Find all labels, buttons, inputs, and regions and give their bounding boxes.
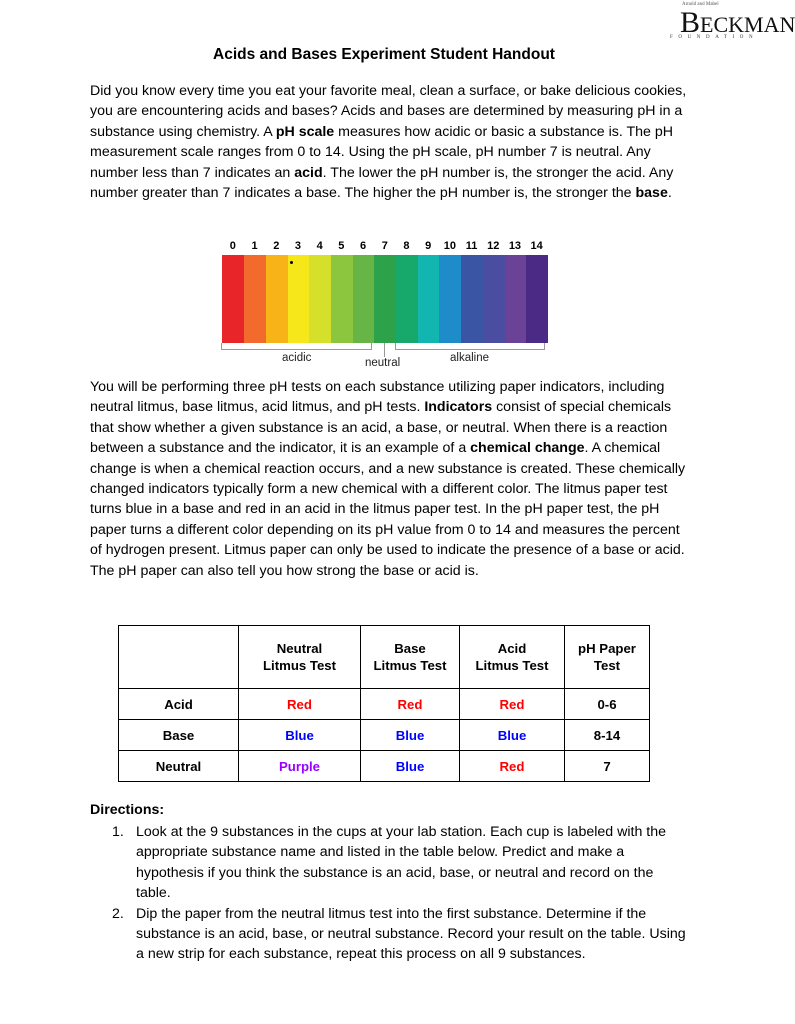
ph-color-band-1 [244, 255, 266, 343]
table-header-row [119, 626, 650, 689]
logo-rest: ECKMAN [700, 12, 795, 37]
list-item-text: Dip the paper from the neutral litmus test into the first substance. Determine if the substance is an acid, base, or neutral substance. Record your result on the table. Using a new strip for each substance, repeat this process on all 9 substances. [136, 905, 686, 963]
ph-color-band-9 [417, 255, 439, 343]
list-item-number: 2. [112, 905, 124, 922]
table-cell: 8-14 [565, 720, 650, 751]
table-row [119, 689, 650, 720]
litmus-results-table [118, 625, 650, 782]
neutral-label: neutral [365, 357, 401, 369]
ph-color-band-11 [461, 255, 483, 343]
table-cell: 0-6 [565, 689, 650, 720]
ph-number-2: 2 [273, 240, 280, 252]
row-label: Neutral [119, 751, 239, 782]
alkaline-label: alkaline [450, 352, 489, 364]
table-cell: 7 [565, 751, 650, 782]
ph-number-4: 4 [316, 240, 323, 252]
ph-number-11: 11 [465, 240, 478, 252]
ph-color-band-3 [287, 255, 309, 343]
ph-scale-diagram [218, 238, 550, 378]
ph-color-band-4 [309, 255, 331, 343]
ph-color-band-10 [439, 255, 461, 343]
table-cell: Red [239, 689, 361, 720]
header-cell-empty [119, 626, 239, 689]
ph-color-band-0 [222, 255, 244, 343]
term-ph-scale: pH scale [275, 123, 335, 140]
ph-color-band-7 [374, 255, 396, 343]
ph-number-6: 6 [359, 240, 367, 252]
ph-color-band-12 [482, 255, 504, 343]
alkaline-brace-right-tick [544, 343, 545, 350]
list-item [90, 904, 690, 965]
ph-number-0: 0 [229, 240, 236, 252]
table-cell: Blue [239, 720, 361, 751]
logo-top-text: Arnold and Mabel [682, 2, 719, 7]
ph-color-band-13 [504, 255, 526, 343]
logo-subtitle: FOUNDATION [670, 35, 759, 40]
ph-number-1: 1 [251, 240, 258, 252]
table-cell: Blue [460, 720, 565, 751]
table-row [119, 720, 650, 751]
intro-paragraph: Did you know every time you eat your favorite meal, clean a surface, or bake delicious cookies, you are encountering acids and bases? Acids and bases are determined by measuring pH in a substance using chemistry. A pH scale measures how acidic or basic a substance is. The pH measurement scale ranges from 0 to 14. Using the pH scale, pH number 7 is neutral. Any number less than 7 indicates an acid. The lower the pH number is, the stronger the acid. Any number greater than 7 indicates a base. The higher the pH number is, the stronger the base. [90, 83, 687, 202]
acidic-brace-right-tick [371, 343, 372, 350]
list-item-text: Look at the 9 substances in the cups at your lab station. Each cup is labeled with the appropriate substance name and listed in the table below. Predict and make a hypothesis if you think the substance is an acid, base, or neutral and record on the table. [136, 824, 666, 902]
beckman-foundation-logo [666, 2, 795, 42]
ph-color-band-8 [396, 255, 418, 343]
term-base: base [635, 185, 668, 202]
ph-color-band-2 [265, 255, 287, 343]
ph-number-3: 3 [294, 240, 301, 252]
ph-color-band-5 [331, 255, 353, 343]
ph-number-7: 7 [381, 240, 388, 252]
table-cell: Purple [239, 751, 361, 782]
alkaline-brace-left-tick [395, 343, 396, 350]
table-cell: Red [361, 689, 460, 720]
acidic-label: acidic [282, 352, 312, 364]
row-label: Acid [119, 689, 239, 720]
page-title: Acids and Bases Experiment Student Handout [213, 46, 555, 63]
ph-number-8: 8 [403, 240, 410, 252]
table-cell: Blue [361, 720, 460, 751]
ph-number-14: 14 [530, 240, 543, 252]
term-acid: acid [294, 164, 323, 181]
ph-color-band-14 [526, 255, 548, 343]
row-label: Base [119, 720, 239, 751]
term-chemical-change: chemical change [470, 440, 585, 457]
list-item-number: 1. [112, 824, 124, 840]
header-base-litmus: Base Litmus Test [361, 626, 460, 689]
list-item [90, 822, 690, 904]
ph-marker-dot [290, 261, 293, 264]
header-ph-paper: pH Paper Test [565, 626, 650, 689]
alkaline-brace [395, 349, 545, 350]
ph-color-band-6 [352, 255, 374, 343]
body-paragraph: You will be performing three pH tests on each substance utilizing paper indicators, including neutral litmus, base litmus, acid litmus, and pH tests. Indicators consist of special chemicals that show whether a given substance is an acid, a base, or neutral. When there is a reaction between a substance and the indicator, it is an example of a chemical change. A chemical change is when a chemical reaction occurs, and a new substance is created. These chemically changed indicators typically form a new chemical with a different color. The litmus paper test turns blue in a base and red in an acid in the litmus paper test. In the pH paper test, the pH paper turns a different color depending on its pH value from 0 to 14 and measures the percent of hydrogen present. Litmus paper can only be used to indicate the presence of a base or acid. The pH paper can also tell you how strong the base or acid is. [90, 379, 686, 579]
logo-first-letter: B [680, 6, 701, 39]
table-row [119, 751, 650, 782]
ph-number-5: 5 [338, 240, 345, 252]
directions-list [90, 822, 690, 965]
table-cell: Red [460, 751, 565, 782]
acidic-brace-left-tick [221, 343, 222, 350]
term-indicators: Indicators [424, 399, 493, 416]
ph-number-12: 12 [487, 240, 500, 252]
directions-heading: Directions: [90, 802, 165, 818]
acidic-brace [221, 349, 371, 350]
neutral-tick [384, 343, 385, 357]
ph-number-13: 13 [508, 240, 522, 252]
table-cell: Blue [361, 751, 460, 782]
header-acid-litmus: Acid Litmus Test [460, 626, 565, 689]
ph-number-9: 9 [425, 240, 432, 252]
table-cell: Red [460, 689, 565, 720]
ph-number-10: 10 [443, 240, 456, 252]
header-neutral-litmus: Neutral Litmus Test [239, 626, 361, 689]
